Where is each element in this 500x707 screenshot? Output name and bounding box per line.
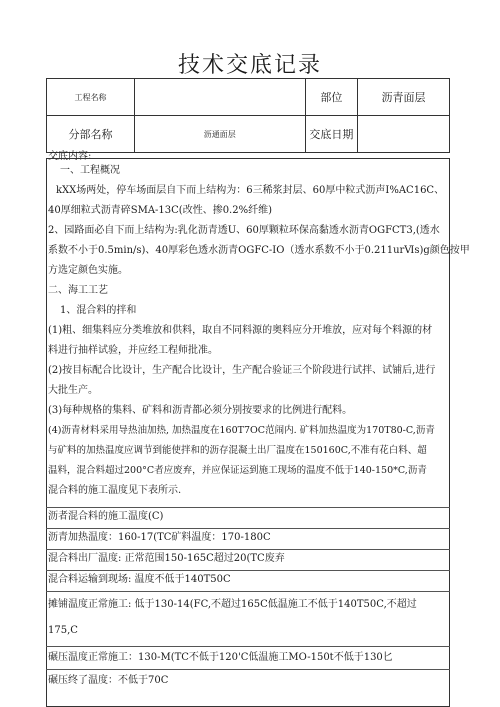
subsection-heading: 1、混合料的拌和 bbox=[60, 305, 137, 316]
content-line: 方选定颜色实施。 bbox=[48, 265, 128, 276]
section-heading: 二、海工工艺 bbox=[48, 285, 108, 296]
date-value bbox=[358, 116, 450, 153]
temperature-row: 混合料运输到现场: 温度不低于140T50C bbox=[48, 574, 231, 585]
page-title: 技术交底记录 bbox=[177, 53, 322, 78]
table-divider bbox=[46, 507, 450, 508]
temperature-row: 175,C bbox=[48, 625, 78, 636]
temperature-table-title: 沥者混合料的施工温度(C) bbox=[48, 511, 164, 522]
table-divider bbox=[46, 570, 450, 571]
header-table bbox=[46, 78, 450, 153]
content-line: (3)每种规格的集料、矿料和沥青都必须分别按要求的比例进行配料。 bbox=[48, 405, 353, 416]
table-divider bbox=[46, 528, 450, 529]
content-line: 与矿料的加热温度应调节到能使拌和的沥存混凝土出厂温度在150160C,不准有花白料、超 bbox=[48, 445, 427, 456]
table-divider bbox=[46, 646, 450, 647]
sub-project-value: 沥通面层 bbox=[134, 116, 305, 153]
content-line: (2)按目标配合比设计，生产配合比设计，生产配合验证三个阶段进行试拌、试铺后,进行 bbox=[48, 365, 436, 376]
section-heading: 一、工程概况 bbox=[60, 165, 120, 176]
temperature-row: 碾压终了温度：不低于70C bbox=[48, 675, 169, 686]
content-line: 2、园路面必自下而上结构为:乳化沥青透U、60厚颗粒环保高黏透水沥青OGFCT3,(透水 bbox=[48, 225, 440, 236]
project-name-label: 工程名称 bbox=[47, 79, 135, 116]
table-divider bbox=[46, 549, 450, 550]
temperature-row: 碾压温度正常施工：130-M(TC不低于120'C低温施工MO-150t不低于130匕 bbox=[48, 652, 393, 663]
content-line: 料进行抽样试验，并应经工程师批准。 bbox=[48, 345, 218, 356]
part-value: 沥青面层 bbox=[358, 79, 450, 116]
content-line: (4)沥青材料采用导热油加热, 加热温度在160T7OC范闹内. 矿料加热温度为170T80-C,沥青 bbox=[48, 425, 435, 436]
content-label: 交底内容: bbox=[48, 151, 92, 162]
temperature-row: 混合料出厂温度: 正常范围150-165C超过20(TC废弃 bbox=[48, 553, 285, 564]
project-name-value bbox=[134, 79, 305, 116]
part-label: 部位 bbox=[305, 79, 357, 116]
content-line: kXX场两处，停车场面层自下而上结构为：6三稀浆封层、60厚中粒式沥声I%AC16C、 bbox=[56, 185, 445, 196]
content-line: 系数不小于0.5min/s)、40厚彩色透水沥青OGFC-IO（透水系数不小于0.211urⅥs)g颜色按甲 bbox=[48, 245, 470, 256]
content-line: 温料，混合料超过200°C者应废弃，并应保证运到施工现场的温度不低于140-150*C,沥青 bbox=[48, 465, 427, 476]
temperature-row: 沥青加热温度：160-17(TC矿料温度：170-180C bbox=[48, 532, 271, 543]
date-label: 交底日期 bbox=[305, 116, 357, 153]
content-line: (1)粗、细集料应分类堆放和供料，取自不同料源的奥料应分开堆放，应对每个料源的材 bbox=[48, 325, 433, 336]
table-divider bbox=[46, 669, 450, 670]
content-line: 大批生产。 bbox=[48, 385, 98, 396]
content-line: 40厚细粒式沥青碎SMA-13C(改性、掺0.2%纤维) bbox=[48, 205, 272, 216]
sub-project-label: 分部名称 bbox=[47, 116, 135, 153]
temperature-row: 摊铺温度正常施工: 低于130-14(FC,不超过165C低温施工不低于140T50C,不超过 bbox=[48, 599, 417, 610]
table-divider bbox=[46, 591, 450, 592]
content-line: 混合料的施工温度见下表所示. bbox=[48, 485, 182, 496]
